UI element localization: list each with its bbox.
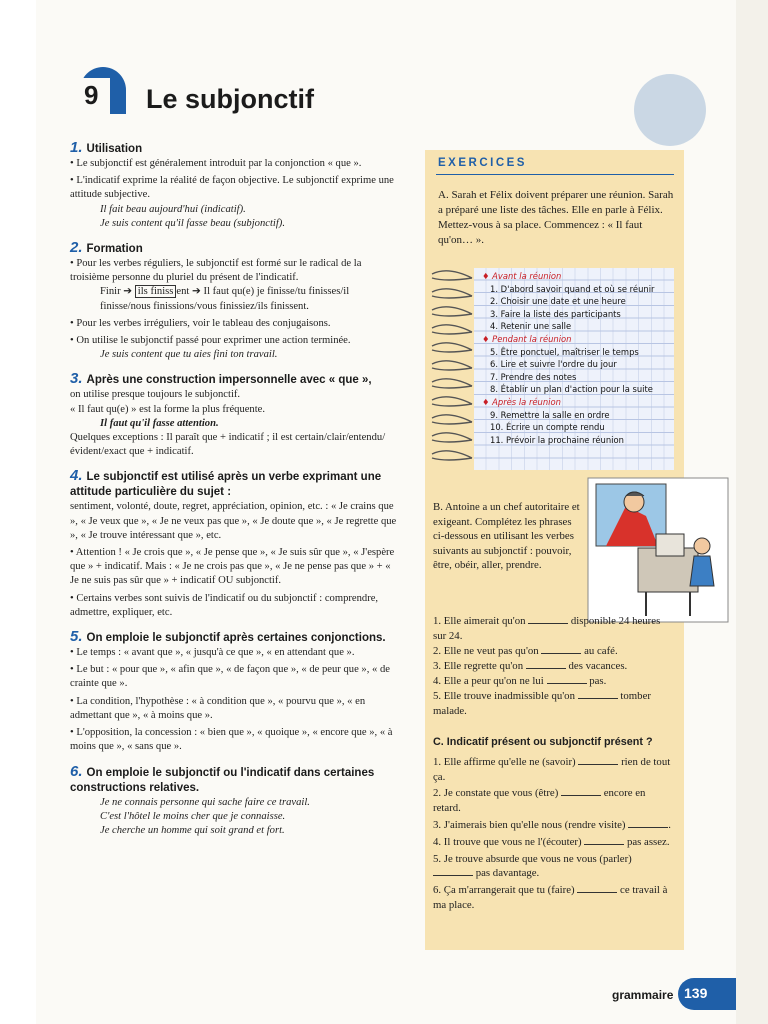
section-5 [70, 629, 402, 754]
list-item: 11. Prévoir la prochaine réunion [490, 434, 624, 445]
section-number: 1. [70, 139, 83, 156]
list-item: 1. D'abord savoir quand et où se réunir [490, 283, 655, 294]
example-text: Je ne connais personne qui sache faire ce travail. [100, 796, 310, 808]
exercise-c [433, 735, 673, 915]
section-title: On emploie le subjonctif ou l'indicatif dans certaines constructions relatives. [70, 766, 375, 794]
section-number: 4. [70, 467, 83, 485]
list-item: 8. Établir un plan d'action pour la suite [490, 384, 653, 395]
section-text: • Certains verbes sont suivis de l'indicatif ou du subjonctif : comprendre, admettre, expliquer, etc. [70, 592, 379, 618]
section-2 [70, 240, 402, 362]
section-6 [70, 764, 402, 839]
section-3 [70, 371, 402, 459]
example-text: Je suis content que tu aies fini ton travail. [100, 349, 278, 361]
exercise-item: 6. Ça m'arrangerait que tu (faire) ce travail à ma place. [433, 884, 668, 911]
exercise-item: 1. Elle affirme qu'elle ne (savoir) rien de tout ça. [433, 755, 671, 783]
list-heading: ♦ Pendant la réunion [482, 333, 572, 344]
section-title: Après une construction impersonnelle avec « que », [86, 374, 372, 387]
task-list [482, 270, 672, 446]
exercise-item: 2. Elle ne veut pas qu'on au café. [433, 645, 618, 657]
section-1 [70, 140, 402, 231]
list-item: 10. Écrire un compte rendu [490, 422, 605, 433]
finir-example: Finir ➔ ils finiss ent ➔ Il faut qu(e) je finisse/tu finisses/il finisse/nous finissions/vous finissiez/ils finissent. [100, 286, 350, 312]
list-item: 4. Retenir une salle [490, 321, 572, 332]
list-item: 9. Remettre la salle en ordre [490, 409, 610, 420]
section-text: • Le but : « pour que », « afin que », « de façon que », « de peur que », « de crainte que ». [70, 664, 390, 690]
section-text: sentiment, volonté, doute, regret, appréciation, opinion, etc. : « Je crains que », « Je veux que », « Je ne veux pas que », « Je doute que », « Je regrette que », « Je trouve intéressant que », etc. [70, 501, 397, 541]
section-title: Utilisation [86, 143, 143, 155]
exercise-a-instructions: A. Sarah et Félix doivent préparer une réunion. Sarah a préparé une liste des tâches. Elle en parle à Félix. Mettez-vous à sa place. Commencez : « Il faut qu'on… ». [438, 189, 674, 246]
example-text: Il fait beau aujourd'hui (indicatif). [100, 203, 246, 215]
ghost-chapter-badge [620, 70, 740, 150]
answer-blank[interactable] [578, 690, 618, 699]
chapter-title: Le subjonctif [146, 84, 314, 114]
answer-blank[interactable] [628, 819, 668, 828]
answer-blank[interactable] [433, 867, 473, 876]
answer-blank[interactable] [584, 836, 624, 845]
radical-box: ils finiss [135, 285, 177, 298]
section-text: Quelques exceptions : Il paraît que + indicatif ; il est certain/clair/entendu/évident/exact que + indicatif. [70, 432, 386, 458]
answer-blank[interactable] [541, 645, 581, 654]
page-edge [736, 0, 768, 1024]
boss-office-illustration-icon [586, 476, 730, 624]
section-text: • Le subjonctif est généralement introduit par la conjonction « que ». [70, 158, 362, 169]
notepad-spiral-icon [426, 266, 476, 472]
example-text: Je cherche un homme qui soit grand et fort. [100, 824, 285, 836]
section-text: on utilise presque toujours le subjonctif. [70, 389, 241, 401]
answer-blank[interactable] [526, 660, 566, 669]
exercise-item: 1. Elle aimerait qu'on disponible 24 heures sur 24. [433, 615, 661, 642]
grammar-column [70, 140, 402, 847]
list-item: 3. Faire la liste des participants [490, 308, 621, 319]
section-text: • La condition, l'hypothèse : « à condition que », « pourvu que », « en admettant que », « à moins que ». [70, 695, 366, 721]
list-heading: ♦ Après la réunion [482, 396, 561, 407]
section-title: On emploie le subjonctif après certaines conjonctions. [86, 632, 386, 645]
section-text: • Attention ! « Je crois que », « Je pense que », « Je suis sûr que », « J'espère que » + indicatif. Mais : « Je ne crois pas que », « Je ne pense pas que » + « Je ne suis pas sûr que » + indicatif OU subjonctif. [70, 547, 395, 587]
chapter-number: 9 [84, 80, 99, 110]
section-number: 6. [70, 762, 83, 780]
section-number: 5. [70, 628, 83, 646]
exercise-c-title: C. Indicatif présent ou subjonctif présent ? [433, 736, 653, 748]
footer-section-label: grammaire [612, 988, 674, 1002]
example-text: Il faut qu'il fasse attention. [100, 417, 219, 429]
exercise-item: 4. Elle a peur qu'on ne lui pas. [433, 675, 607, 687]
example-text: C'est l'hôtel le moins cher que je connaisse. [100, 810, 286, 822]
exercise-title-rule [436, 174, 674, 175]
answer-blank[interactable] [561, 787, 601, 796]
section-text: • L'indicatif exprime la réalité de façon objective. Le subjonctif exprime une attitude subjective. [70, 175, 394, 201]
section-title: Le subjonctif est utilisé après un verbe exprimant une attitude particulière du sujet : [70, 471, 382, 499]
answer-blank[interactable] [578, 756, 618, 765]
section-number: 3. [70, 370, 83, 388]
section-text: • Le temps : « avant que », « jusqu'à ce que », « en attendant que ». [70, 647, 355, 659]
section-text: • On utilise le subjonctif passé pour exprimer une action terminée. [70, 335, 351, 347]
section-text: • L'opposition, la concession : « bien que », « quoique », « encore que », « à moins que », « sans que ». [70, 727, 393, 753]
exercise-b-items [433, 614, 673, 719]
exercise-b-instructions: B. Antoine a un chef autoritaire et exigeant. Complétez les phrases ci-dessous en utilisant les verbes suivants au subjonctif : pouvoir, être, obéir, aller, prendre. [433, 501, 580, 571]
exercise-item: 5. Je trouve absurde que vous ne vous (parler) pas davantage. [433, 852, 632, 880]
section-text: « Il faut qu(e) » est la forme la plus fréquente. [70, 403, 266, 415]
list-item: 5. Être ponctuel, maîtriser le temps [490, 346, 639, 357]
exercise-item: 3. Elle regrette qu'on des vacances. [433, 660, 628, 672]
exercise-item: 4. Il trouve que vous ne l'(écouter) pas assez. [433, 835, 670, 848]
exercise-item: 2. Je constate que vous (être) encore en retard. [433, 787, 646, 815]
answer-blank[interactable] [577, 884, 617, 893]
section-number: 2. [70, 239, 83, 257]
list-heading: ♦ Avant la réunion [482, 271, 562, 281]
section-text: • Pour les verbes irréguliers, voir le tableau des conjugaisons. [70, 317, 331, 329]
answer-blank[interactable] [528, 615, 568, 624]
exercise-item: 5. Elle trouve inadmissible qu'on tomber malade. [433, 690, 651, 717]
section-4 [70, 468, 402, 620]
exercise-title: EXERCICES [438, 157, 527, 169]
section-text: • Pour les verbes réguliers, le subjonctif est formé sur le radical de la troisième personne du pluriel du présent de l'indicatif. [70, 258, 362, 284]
example-text: Je suis content qu'il fasse beau (subjonctif). [100, 217, 285, 229]
page-number: 139 [684, 985, 708, 1001]
list-item: 2. Choisir une date et une heure [490, 296, 626, 307]
list-item: 7. Prendre des notes [490, 371, 577, 382]
exercise-item: 3. J'aimerais bien qu'elle nous (rendre visite) . [433, 818, 671, 831]
section-title: Formation [86, 243, 143, 256]
list-item: 6. Lire et suivre l'ordre du jour [490, 359, 617, 370]
answer-blank[interactable] [547, 675, 587, 684]
